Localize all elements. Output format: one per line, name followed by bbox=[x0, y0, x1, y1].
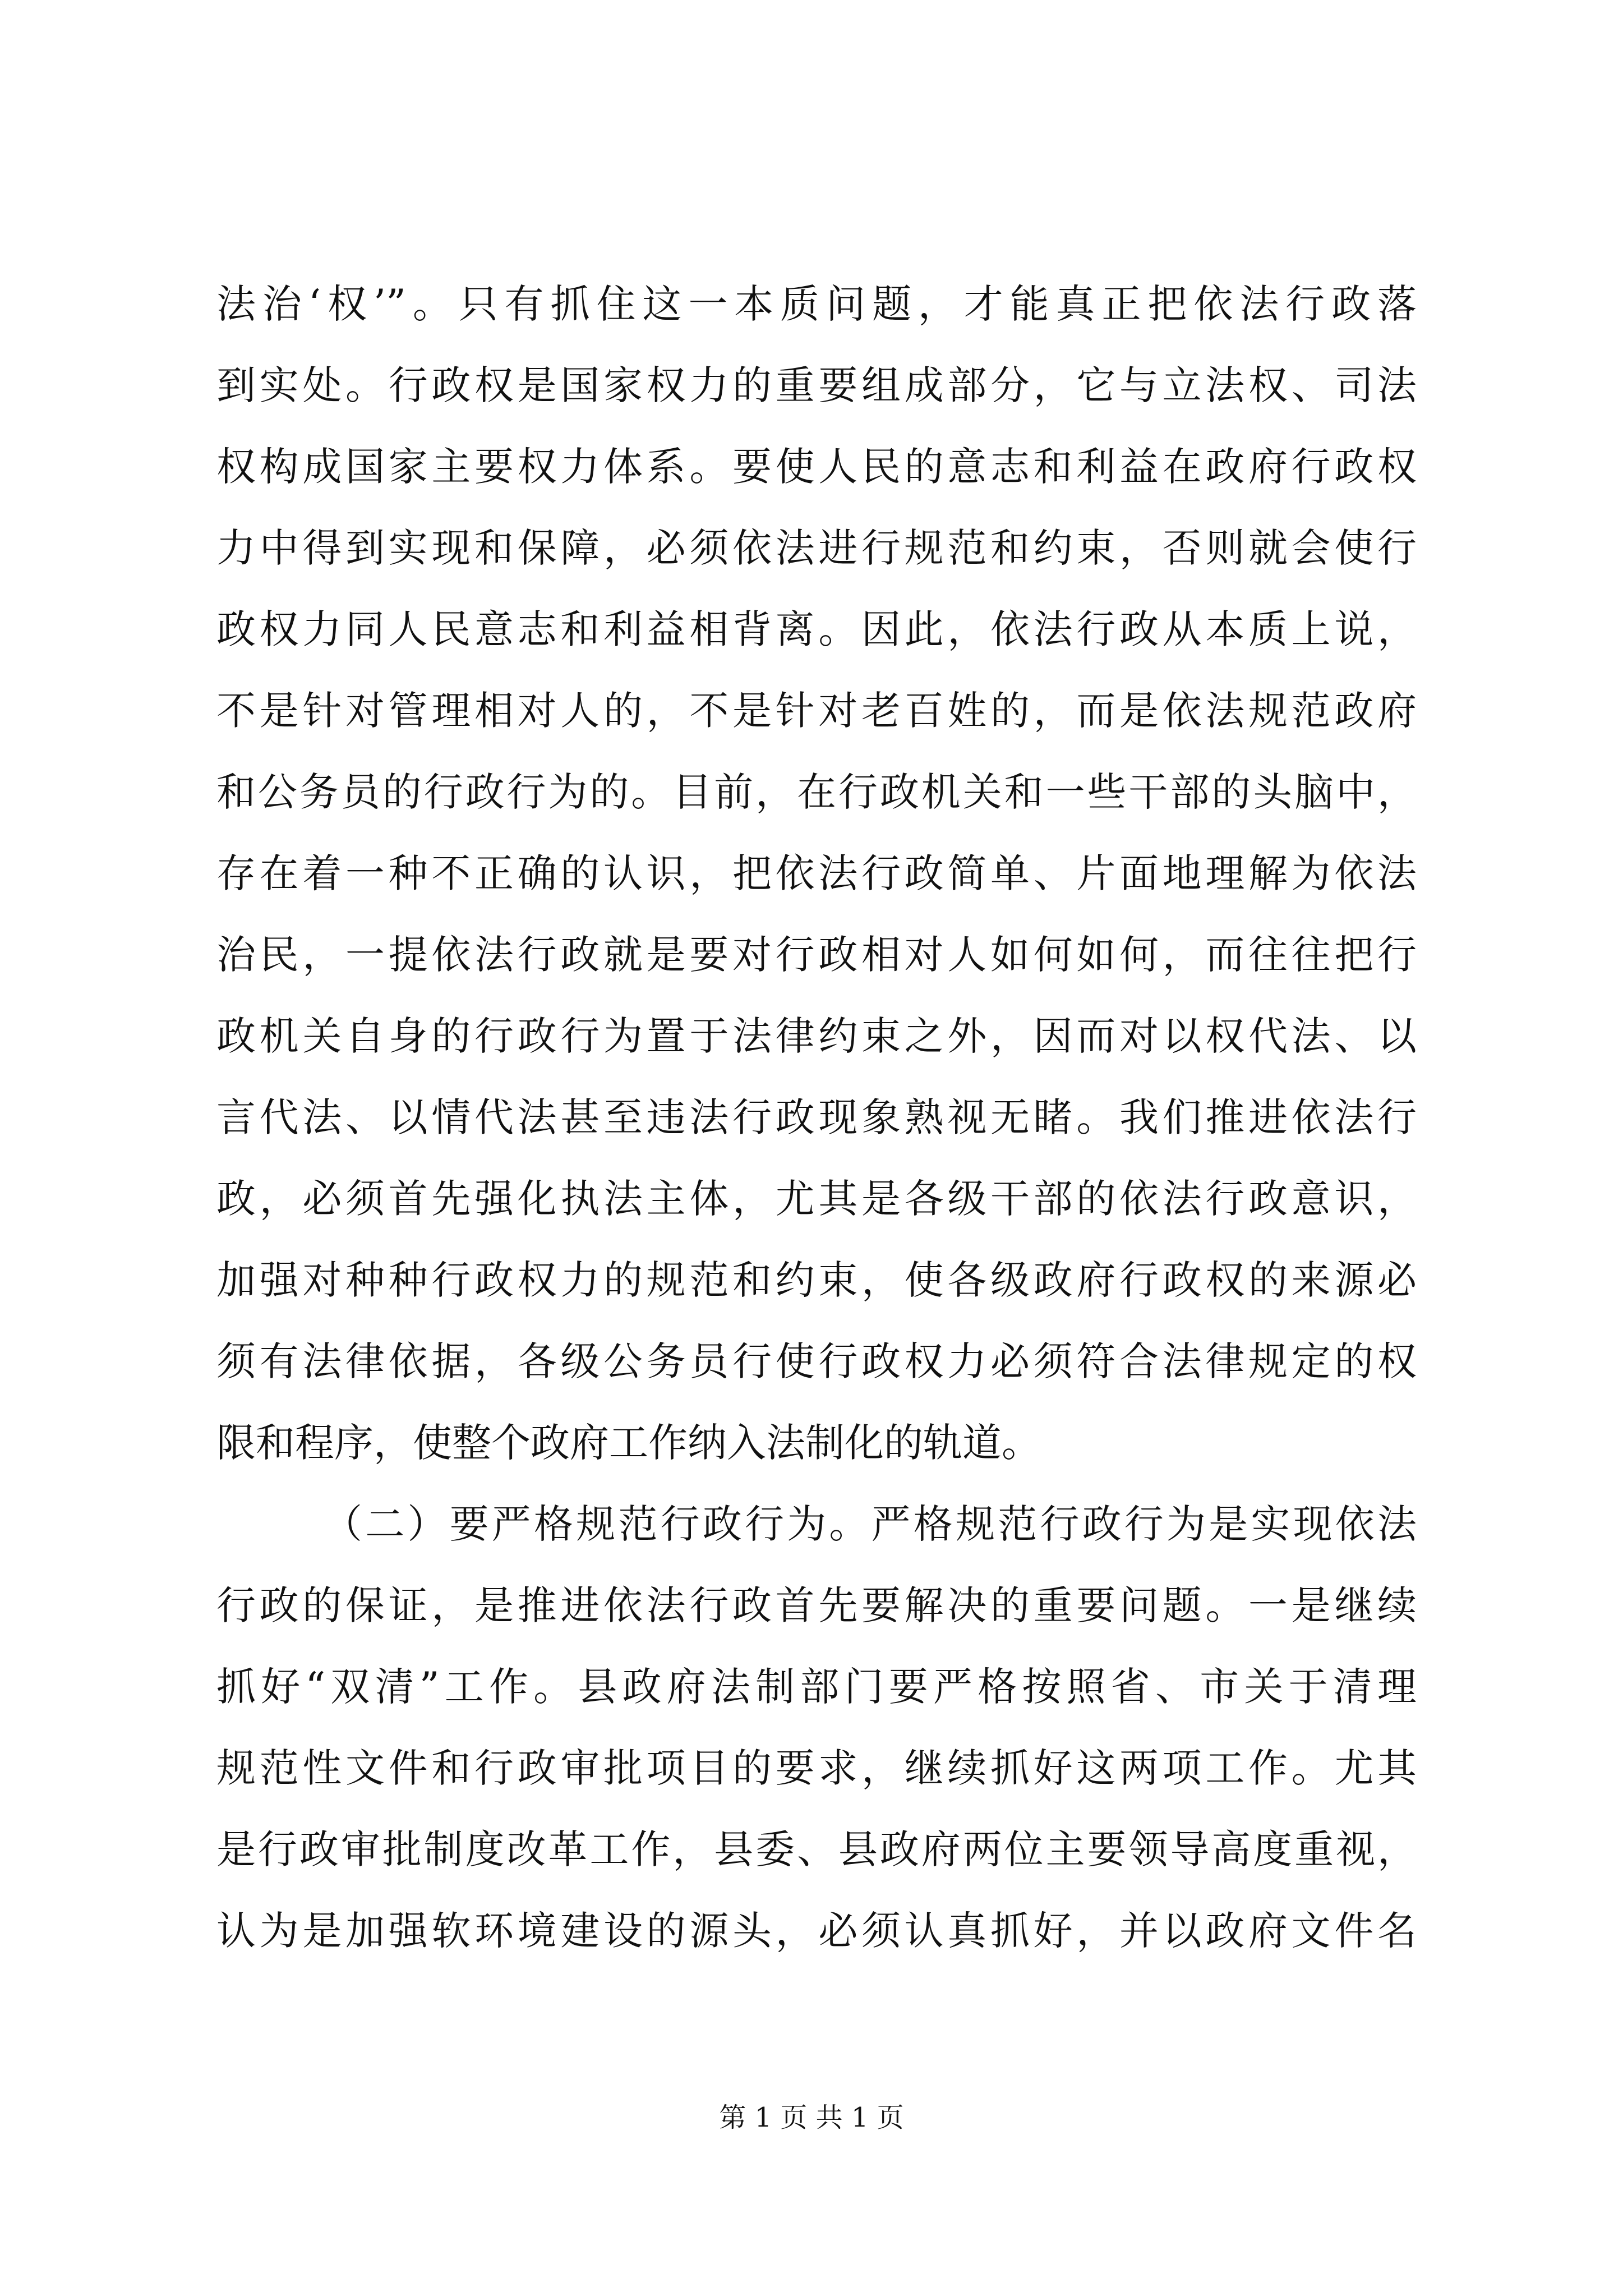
text-line: 力中得到实现和保障，必须依法进行规范和约束，否则就会使行 bbox=[216, 525, 1417, 571]
text-line: 政权力同人民意志和利益相背离。因此，依法行政从本质上说， bbox=[216, 606, 1417, 652]
text-line: 治民，一提依法行政就是要对行政相对人如何如何，而往往把行 bbox=[216, 932, 1417, 978]
text-line: 不是针对管理相对人的，不是针对老百姓的，而是依法规范政府 bbox=[216, 688, 1417, 734]
text-line: 是行政审批制度改革工作，县委、县政府两位主要领导高度重视， bbox=[216, 1826, 1417, 1872]
text-line: 政，必须首先强化执法主体，尤其是各级干部的依法行政意识， bbox=[216, 1176, 1417, 1222]
body-text bbox=[216, 264, 1417, 1972]
text-line: 抓好“双清”工作。县政府法制部门要严格按照省、市关于清理 bbox=[216, 1664, 1417, 1710]
text-line: 须有法律依据，各级公务员行使行政权力必须符合法律规定的权 bbox=[216, 1338, 1417, 1384]
text-line: 到实处。行政权是国家权力的重要组成部分，它与立法权、司法 bbox=[216, 362, 1417, 408]
text-line: 言代法、以情代法甚至违法行政现象熟视无睹。我们推进依法行 bbox=[216, 1094, 1417, 1140]
text-line: 政机关自身的行政行为置于法律约束之外，因而对以权代法、以 bbox=[216, 1013, 1417, 1059]
section-heading-line: （二）要严格规范行政行为。严格规范行政行为是实现依法 bbox=[323, 1501, 1417, 1547]
text-line: 和公务员的行政行为的。目前，在行政机关和一些干部的头脑中， bbox=[216, 769, 1417, 815]
text-line: 规范性文件和行政审批项目的要求，继续抓好这两项工作。尤其 bbox=[216, 1745, 1417, 1791]
text-line: 权构成国家主要权力体系。要使人民的意志和利益在政府行政权 bbox=[216, 444, 1417, 490]
page-number-footer: 第 1 页 共 1 页 bbox=[719, 2102, 904, 2133]
text-line: 法治‘权’”。只有抓住这一本质问题，才能真正把依法行政落 bbox=[216, 281, 1417, 327]
text-line: 认为是加强软环境建设的源头，必须认真抓好，并以政府文件名 bbox=[216, 1908, 1417, 1954]
text-line: 行政的保证，是推进依法行政首先要解决的重要问题。一是继续 bbox=[216, 1582, 1417, 1628]
text-line: 存在着一种不正确的认识，把依法行政简单、片面地理解为依法 bbox=[216, 850, 1417, 896]
paragraph-end-line: 限和程序，使整个政府工作纳入法制化的轨道。 bbox=[216, 1420, 1041, 1466]
text-line: 加强对种种行政权力的规范和约束，使各级政府行政权的来源必 bbox=[216, 1257, 1417, 1303]
